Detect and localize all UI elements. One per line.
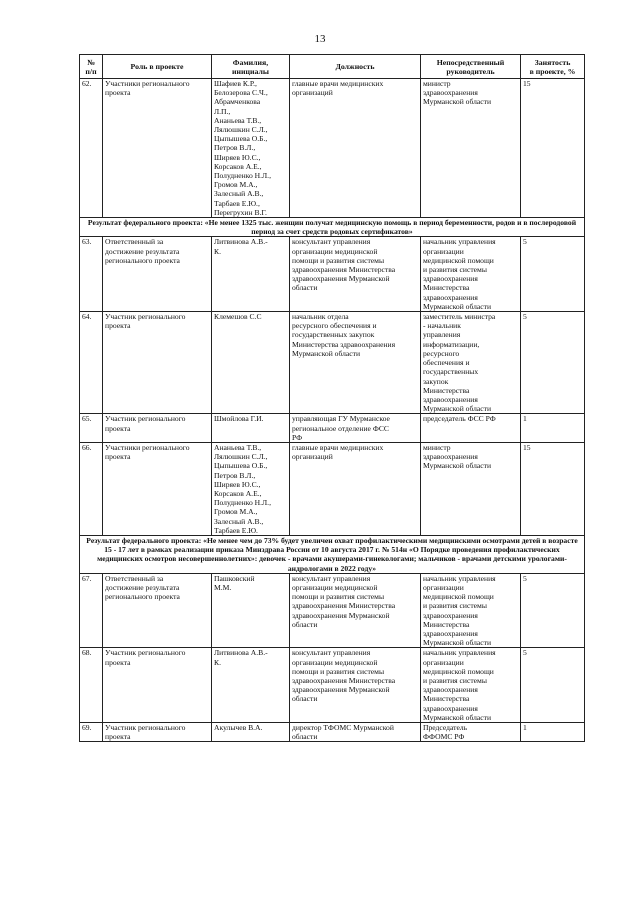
cell-role: Участник регионального проекта xyxy=(103,312,212,414)
cell-names: Акулычев В.А. xyxy=(212,723,290,742)
cell-num: 63. xyxy=(80,237,103,312)
cell-position: консультант управления организации медицинской помощи и развития системы здравоохранения Министерства здравоохранения Мурманской области xyxy=(290,573,421,648)
cell-supervisor: заместитель министра - начальник управления информатизации, ресурсного обеспечения и государственных закупок Министерства здравоохранения Мурманской области xyxy=(421,312,521,414)
header-occupancy: Занятость в проекте, % xyxy=(521,55,585,79)
federal-project-result: Результат федерального проекта: «Не менее чем до 73% будет увеличен охват профилактическими медицинскими осмотрами детей в возрасте 15 - 17 лет в рамках реализации приказа Минздрава России от 10 августа 2017 г. № 514н «О Порядке проведения профилактических медицинских осмотров несовершеннолетних»: девочек - врачами акушерами-гинекологами; мальчиков - врачами детскими урологами-андрологами в 2022 году» xyxy=(80,535,585,573)
table-row xyxy=(80,237,585,312)
cell-names: Литвинова А.В.- К. xyxy=(212,237,290,312)
cell-position: управляющая ГУ Мурманское региональное отделение ФСС РФ xyxy=(290,414,421,443)
cell-supervisor: начальник управления организации медицинской помощи и развития системы здравоохранения Министерства здравоохранения Мурманской области xyxy=(421,648,521,723)
cell-num: 68. xyxy=(80,648,103,723)
table-row xyxy=(80,79,585,218)
cell-supervisor: начальник управления организации медицинской помощи и развития системы здравоохранения Министерства здравоохранения Мурманской области xyxy=(421,573,521,648)
cell-names: Ананьева Т.В., Лялюшкин С.Л., Цыпышева О.Б., Петров В.Л., Ширяев Ю.С., Корсаков А.Е., Полудненко Н.Л., Громов М.А., Залесный А.В., Тарбаев Е.Ю. xyxy=(212,442,290,535)
cell-num: 67. xyxy=(80,573,103,648)
cell-position: консультант управления организации медицинской помощи и развития системы здравоохранения Министерства здравоохранения Мурманской области xyxy=(290,648,421,723)
federal-project-result: Результат федерального проекта: «Не менее 1325 тыс. женщин получат медицинскую помощь в период беременности, родов и в послеродовой период за счет средств родовых сертификатов» xyxy=(80,218,585,237)
header-supervisor: Непосредственный руководитель xyxy=(421,55,521,79)
cell-supervisor: начальник управления организации медицинской помощи и развития системы здравоохранения Министерства здравоохранения Мурманской области xyxy=(421,237,521,312)
cell-num: 65. xyxy=(80,414,103,443)
result-row xyxy=(80,535,585,573)
cell-num: 62. xyxy=(80,79,103,218)
page-number: 13 xyxy=(314,33,326,45)
cell-position: консультант управления организации медицинской помощи и развития системы здравоохранения Министерства здравоохранения Мурманской области xyxy=(290,237,421,312)
table-row xyxy=(80,312,585,414)
table-row xyxy=(80,648,585,723)
cell-position: начальник отдела ресурсного обеспечения и государственных закупок Министерства здравоохранения Мурманской области xyxy=(290,312,421,414)
cell-occupancy: 5 xyxy=(521,648,585,723)
table-row xyxy=(80,414,585,443)
cell-role: Участники регионального проекта xyxy=(103,79,212,218)
cell-occupancy: 1 xyxy=(521,414,585,443)
cell-position: директор ТФОМС Мурманской области xyxy=(290,723,421,742)
table-row xyxy=(80,723,585,742)
header-num: № п/п xyxy=(80,55,103,79)
cell-occupancy: 1 xyxy=(521,723,585,742)
cell-names: Шмойлова Г.И. xyxy=(212,414,290,443)
cell-names: Шафиев К.Р., Белозерова С.Ч., Абрамченкова Л.П., Ананьева Т.В., Лялюшкин С.Л., Цыпышева О.Б., Петров В.Л., Ширяев Ю.С., Корсаков А.Е., Полудненко Н.Л., Громов М.А., Залесный А.В., Тарбаев Е.Ю., Перегрухин В.Г. xyxy=(212,79,290,218)
cell-position: главные врачи медицинских организаций xyxy=(290,442,421,535)
cell-role: Ответственный за достижение результата регионального проекта xyxy=(103,237,212,312)
result-row xyxy=(80,218,585,237)
cell-supervisor: Председатель ФФОМС РФ xyxy=(421,723,521,742)
cell-role: Участник регионального проекта xyxy=(103,414,212,443)
cell-occupancy: 15 xyxy=(521,79,585,218)
cell-occupancy: 5 xyxy=(521,237,585,312)
cell-role: Участник регионального проекта xyxy=(103,648,212,723)
cell-role: Ответственный за достижение результата регионального проекта xyxy=(103,573,212,648)
cell-role: Участник регионального проекта xyxy=(103,723,212,742)
cell-supervisor: председатель ФСС РФ xyxy=(421,414,521,443)
cell-num: 69. xyxy=(80,723,103,742)
header-role: Роль в проекте xyxy=(103,55,212,79)
cell-names: Клемешов С.С xyxy=(212,312,290,414)
cell-role: Участники регионального проекта xyxy=(103,442,212,535)
header-names: Фамилия, инициалы xyxy=(212,55,290,79)
cell-occupancy: 5 xyxy=(521,312,585,414)
cell-num: 64. xyxy=(80,312,103,414)
project-participants-table xyxy=(79,54,585,742)
table-header-row xyxy=(80,55,585,79)
cell-position: главные врачи медицинских организаций xyxy=(290,79,421,218)
cell-supervisor: министр здравоохранения Мурманской области xyxy=(421,442,521,535)
table-row xyxy=(80,573,585,648)
cell-names: Литвинова А.В.- К. xyxy=(212,648,290,723)
header-position: Должность xyxy=(290,55,421,79)
cell-occupancy: 5 xyxy=(521,573,585,648)
cell-occupancy: 15 xyxy=(521,442,585,535)
cell-num: 66. xyxy=(80,442,103,535)
cell-names: Пашковский М.М. xyxy=(212,573,290,648)
table-row xyxy=(80,442,585,535)
cell-supervisor: министр здравоохранения Мурманской области xyxy=(421,79,521,218)
